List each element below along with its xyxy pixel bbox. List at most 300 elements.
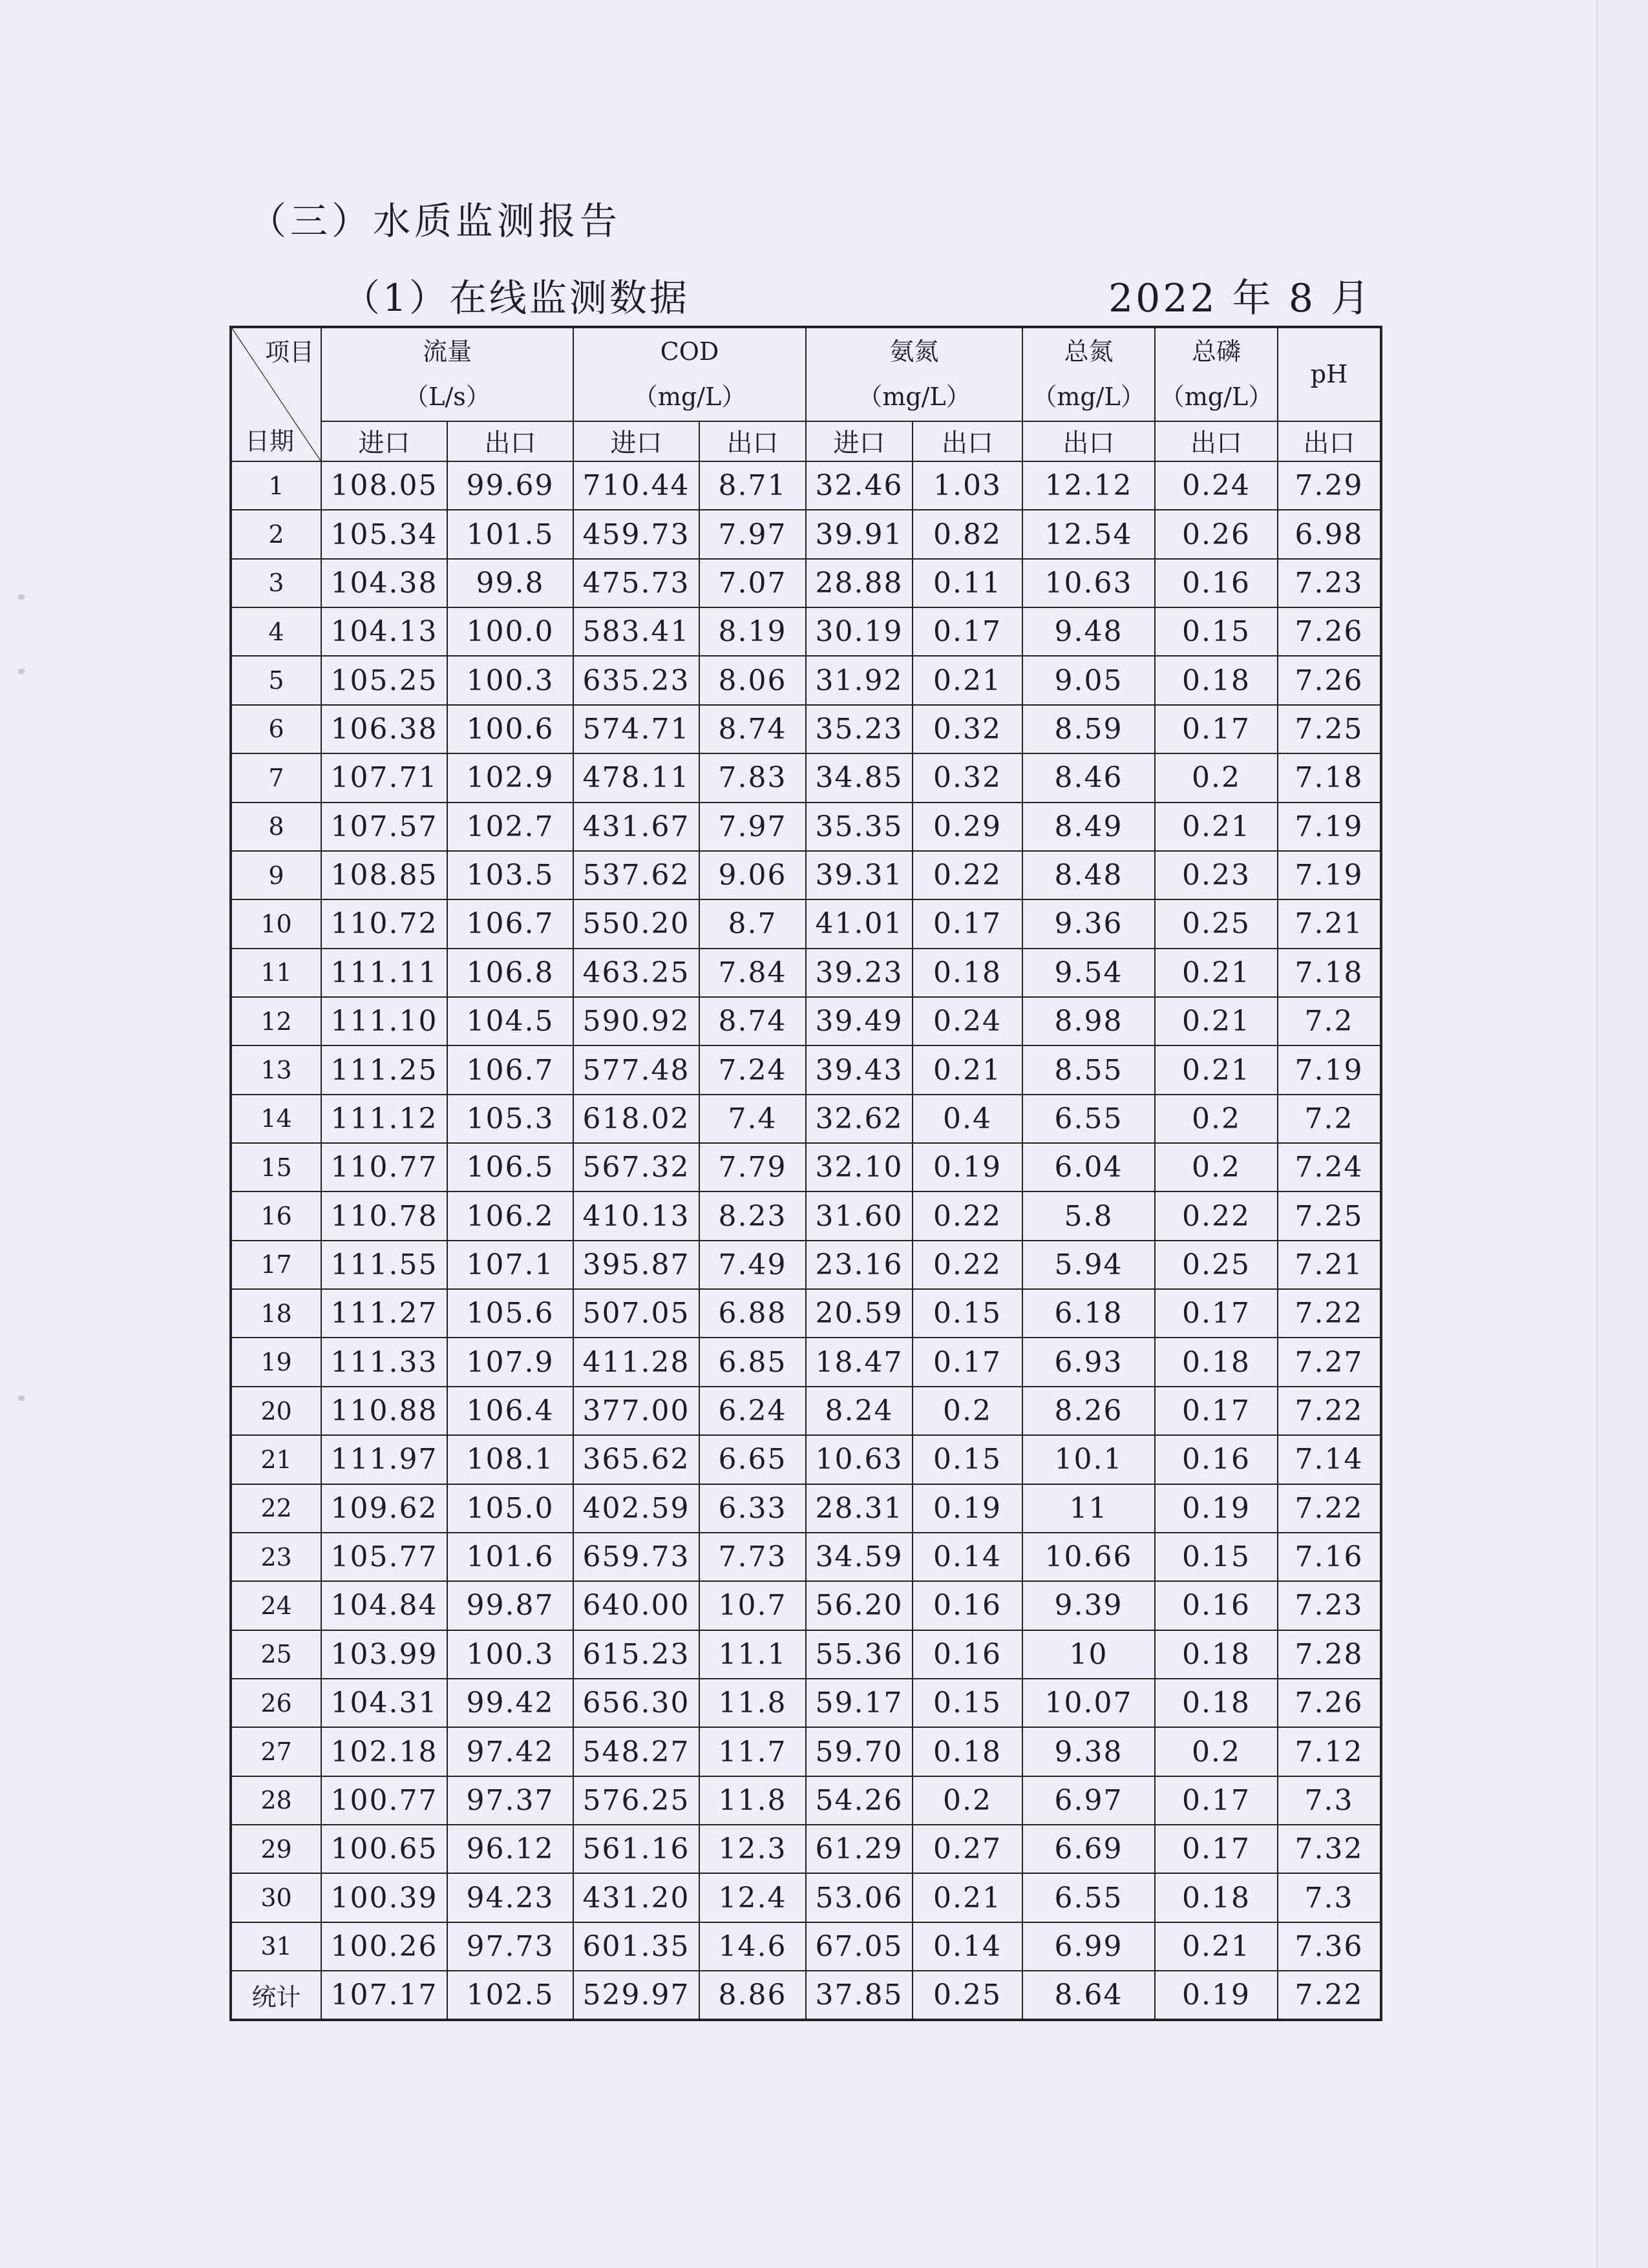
value-cell: 7.36 (1278, 1922, 1381, 1971)
subheader-cell: 进口 (806, 421, 913, 461)
value-cell: 28.31 (806, 1484, 913, 1533)
header-row-groups (231, 327, 1381, 421)
section-heading: （三）水质监测报告 (249, 199, 622, 243)
value-cell: 8.86 (699, 1971, 806, 2020)
value-cell: 9.54 (1022, 949, 1155, 997)
value-cell: 111.55 (321, 1241, 447, 1289)
value-cell: 463.25 (573, 949, 699, 997)
day-cell: 4 (231, 607, 321, 656)
value-cell: 35.23 (806, 705, 913, 753)
value-cell: 9.38 (1022, 1727, 1155, 1776)
value-cell: 577.48 (573, 1045, 699, 1094)
value-cell: 108.05 (321, 461, 447, 510)
value-cell: 6.69 (1022, 1825, 1155, 1873)
value-cell: 102.18 (321, 1727, 447, 1776)
value-cell: 431.20 (573, 1873, 699, 1922)
value-cell: 410.13 (573, 1192, 699, 1240)
group-name: 流量 (423, 337, 472, 366)
value-cell: 101.5 (447, 510, 573, 558)
day-cell: 3 (231, 559, 321, 607)
value-cell: 110.78 (321, 1192, 447, 1240)
value-cell: 0.16 (1155, 559, 1278, 607)
table-row (231, 1435, 1381, 1484)
value-cell: 7.73 (699, 1533, 806, 1581)
value-cell: 103.5 (447, 851, 573, 899)
day-cell: 1 (231, 461, 321, 510)
value-cell: 7.97 (699, 803, 806, 851)
value-cell: 0.18 (1155, 1873, 1278, 1922)
value-cell: 105.6 (447, 1289, 573, 1338)
value-cell: 402.59 (573, 1484, 699, 1533)
value-cell: 39.49 (806, 997, 913, 1045)
value-cell: 103.99 (321, 1630, 447, 1679)
value-cell: 0.32 (913, 753, 1022, 802)
value-cell: 7.22 (1278, 1484, 1381, 1533)
value-cell: 8.19 (699, 607, 806, 656)
value-cell: 8.98 (1022, 997, 1155, 1045)
value-cell: 7.23 (1278, 559, 1381, 607)
group-name: 总磷 (1192, 337, 1241, 366)
value-cell: 0.21 (1155, 997, 1278, 1045)
value-cell: 7.18 (1278, 753, 1381, 802)
value-cell: 6.88 (699, 1289, 806, 1338)
value-cell: 431.67 (573, 803, 699, 851)
value-cell: 7.21 (1278, 899, 1381, 948)
value-cell: 31.92 (806, 656, 913, 704)
value-cell: 32.46 (806, 461, 913, 510)
table-row (231, 1289, 1381, 1338)
table-row (231, 1338, 1381, 1386)
value-cell: 7.19 (1278, 803, 1381, 851)
value-cell: 5.94 (1022, 1241, 1155, 1289)
value-cell: 8.49 (1022, 803, 1155, 851)
value-cell: 30.19 (806, 607, 913, 656)
value-cell: 41.01 (806, 899, 913, 948)
value-cell: 590.92 (573, 997, 699, 1045)
value-cell: 96.12 (447, 1825, 573, 1873)
value-cell: 105.25 (321, 656, 447, 704)
day-cell: 11 (231, 949, 321, 997)
value-cell: 59.17 (806, 1679, 913, 1727)
value-cell: 7.23 (1278, 1581, 1381, 1630)
value-cell: 7.21 (1278, 1241, 1381, 1289)
table-row (231, 1922, 1381, 1971)
group-name: pH (1310, 360, 1348, 389)
value-cell: 0.19 (1155, 1484, 1278, 1533)
value-cell: 7.49 (699, 1241, 806, 1289)
value-cell: 7.12 (1278, 1727, 1381, 1776)
value-cell: 106.5 (447, 1143, 573, 1192)
value-cell: 107.1 (447, 1241, 573, 1289)
subheader-cell: 出口 (1022, 421, 1155, 461)
value-cell: 99.69 (447, 461, 573, 510)
report-date: 2022 年 8 月 (1108, 276, 1373, 321)
value-cell: 0.24 (913, 997, 1022, 1045)
value-cell: 10 (1022, 1630, 1155, 1679)
value-cell: 12.54 (1022, 510, 1155, 558)
value-cell: 7.22 (1278, 1387, 1381, 1435)
day-cell: 23 (231, 1533, 321, 1581)
value-cell: 0.21 (1155, 949, 1278, 997)
summary-row (231, 1971, 1381, 2020)
value-cell: 0.29 (913, 803, 1022, 851)
group-unit: （mg/L） (858, 383, 971, 412)
value-cell: 0.15 (913, 1679, 1022, 1727)
value-cell: 548.27 (573, 1727, 699, 1776)
value-cell: 7.26 (1278, 1679, 1381, 1727)
day-cell: 13 (231, 1045, 321, 1094)
value-cell: 0.18 (913, 949, 1022, 997)
table-row (231, 1825, 1381, 1873)
value-cell: 0.32 (913, 705, 1022, 753)
corner-label-item: 项目 (264, 338, 314, 366)
value-cell: 640.00 (573, 1581, 699, 1630)
day-cell: 9 (231, 851, 321, 899)
value-cell: 7.84 (699, 949, 806, 997)
value-cell: 111.12 (321, 1095, 447, 1143)
day-cell: 24 (231, 1581, 321, 1630)
value-cell: 0.19 (913, 1143, 1022, 1192)
value-cell: 111.33 (321, 1338, 447, 1386)
header-group-cod (573, 327, 806, 421)
value-cell: 0.23 (1155, 851, 1278, 899)
value-cell: 111.10 (321, 997, 447, 1045)
day-cell: 31 (231, 1922, 321, 1971)
table-row (231, 1581, 1381, 1630)
value-cell: 576.25 (573, 1776, 699, 1825)
value-cell: 53.06 (806, 1873, 913, 1922)
value-cell: 7.2 (1278, 1095, 1381, 1143)
table-row (231, 803, 1381, 851)
value-cell: 0.82 (913, 510, 1022, 558)
punch-hole-mark (18, 669, 25, 674)
value-cell: 377.00 (573, 1387, 699, 1435)
value-cell: 7.22 (1278, 1971, 1381, 2020)
value-cell: 32.10 (806, 1143, 913, 1192)
value-cell: 7.24 (699, 1045, 806, 1094)
value-cell: 28.88 (806, 559, 913, 607)
value-cell: 7.18 (1278, 949, 1381, 997)
value-cell: 102.7 (447, 803, 573, 851)
value-cell: 8.74 (699, 997, 806, 1045)
table-row (231, 949, 1381, 997)
value-cell: 110.88 (321, 1387, 447, 1435)
value-cell: 0.11 (913, 559, 1022, 607)
day-cell: 20 (231, 1387, 321, 1435)
value-cell: 107.17 (321, 1971, 447, 2020)
value-cell: 8.59 (1022, 705, 1155, 753)
value-cell: 7.2 (1278, 997, 1381, 1045)
value-cell: 100.3 (447, 656, 573, 704)
day-cell: 27 (231, 1727, 321, 1776)
table-row (231, 1776, 1381, 1825)
value-cell: 0.2 (913, 1776, 1022, 1825)
value-cell: 108.85 (321, 851, 447, 899)
value-cell: 0.2 (1155, 1095, 1278, 1143)
value-cell: 7.79 (699, 1143, 806, 1192)
day-cell: 8 (231, 803, 321, 851)
value-cell: 0.18 (1155, 1338, 1278, 1386)
value-cell: 111.11 (321, 949, 447, 997)
value-cell: 9.06 (699, 851, 806, 899)
value-cell: 550.20 (573, 899, 699, 948)
table-row (231, 559, 1381, 607)
value-cell: 0.21 (913, 656, 1022, 704)
value-cell: 7.27 (1278, 1338, 1381, 1386)
value-cell: 12.4 (699, 1873, 806, 1922)
value-cell: 0.24 (1155, 461, 1278, 510)
value-cell: 39.31 (806, 851, 913, 899)
value-cell: 0.25 (1155, 899, 1278, 948)
value-cell: 10.66 (1022, 1533, 1155, 1581)
value-cell: 7.97 (699, 510, 806, 558)
value-cell: 9.36 (1022, 899, 1155, 948)
day-cell: 5 (231, 656, 321, 704)
value-cell: 8.55 (1022, 1045, 1155, 1094)
value-cell: 111.25 (321, 1045, 447, 1094)
table-row (231, 851, 1381, 899)
value-cell: 7.83 (699, 753, 806, 802)
day-cell: 10 (231, 899, 321, 948)
day-cell: 18 (231, 1289, 321, 1338)
value-cell: 8.71 (699, 461, 806, 510)
value-cell: 109.62 (321, 1484, 447, 1533)
value-cell: 7.4 (699, 1095, 806, 1143)
header-group-ammonia (806, 327, 1022, 421)
value-cell: 8.24 (806, 1387, 913, 1435)
value-cell: 6.18 (1022, 1289, 1155, 1338)
value-cell: 6.04 (1022, 1143, 1155, 1192)
subheader-cell: 进口 (573, 421, 699, 461)
corner-header-cell (231, 327, 321, 461)
table-row (231, 997, 1381, 1045)
value-cell: 6.85 (699, 1338, 806, 1386)
day-cell: 16 (231, 1192, 321, 1240)
value-cell: 7.26 (1278, 607, 1381, 656)
value-cell: 10.07 (1022, 1679, 1155, 1727)
table-row (231, 1192, 1381, 1240)
value-cell: 99.8 (447, 559, 573, 607)
group-unit: （mg/L） (1032, 383, 1145, 412)
value-cell: 9.39 (1022, 1581, 1155, 1630)
header-group-flow (321, 327, 573, 421)
value-cell: 0.18 (913, 1727, 1022, 1776)
value-cell: 31.60 (806, 1192, 913, 1240)
table-row (231, 607, 1381, 656)
value-cell: 102.5 (447, 1971, 573, 2020)
value-cell: 0.18 (1155, 1679, 1278, 1727)
value-cell: 0.21 (913, 1045, 1022, 1094)
value-cell: 104.5 (447, 997, 573, 1045)
value-cell: 105.0 (447, 1484, 573, 1533)
value-cell: 6.24 (699, 1387, 806, 1435)
value-cell: 0.21 (1155, 1045, 1278, 1094)
value-cell: 7.25 (1278, 705, 1381, 753)
value-cell: 411.28 (573, 1338, 699, 1386)
header-group-total-nitrogen (1022, 327, 1155, 421)
value-cell: 574.71 (573, 705, 699, 753)
value-cell: 583.41 (573, 607, 699, 656)
value-cell: 14.6 (699, 1922, 806, 1971)
value-cell: 6.93 (1022, 1338, 1155, 1386)
value-cell: 99.87 (447, 1581, 573, 1630)
value-cell: 106.8 (447, 949, 573, 997)
value-cell: 11.8 (699, 1776, 806, 1825)
value-cell: 656.30 (573, 1679, 699, 1727)
subheader-cell: 出口 (1155, 421, 1278, 461)
value-cell: 10.63 (806, 1435, 913, 1484)
value-cell: 100.65 (321, 1825, 447, 1873)
value-cell: 0.14 (913, 1922, 1022, 1971)
day-cell: 28 (231, 1776, 321, 1825)
value-cell: 0.19 (913, 1484, 1022, 1533)
value-cell: 105.77 (321, 1533, 447, 1581)
value-cell: 56.20 (806, 1581, 913, 1630)
value-cell: 0.18 (1155, 1630, 1278, 1679)
value-cell: 7.24 (1278, 1143, 1381, 1192)
value-cell: 0.27 (913, 1825, 1022, 1873)
value-cell: 7.16 (1278, 1533, 1381, 1581)
day-cell: 21 (231, 1435, 321, 1484)
value-cell: 108.1 (447, 1435, 573, 1484)
value-cell: 10.1 (1022, 1435, 1155, 1484)
day-cell: 6 (231, 705, 321, 753)
group-name: COD (660, 337, 719, 366)
value-cell: 6.33 (699, 1484, 806, 1533)
subheader-cell: 出口 (913, 421, 1022, 461)
day-cell: 15 (231, 1143, 321, 1192)
value-cell: 107.9 (447, 1338, 573, 1386)
value-cell: 97.37 (447, 1776, 573, 1825)
value-cell: 365.62 (573, 1435, 699, 1484)
value-cell: 39.23 (806, 949, 913, 997)
value-cell: 0.2 (1155, 1143, 1278, 1192)
value-cell: 0.15 (913, 1435, 1022, 1484)
table-row (231, 510, 1381, 558)
day-cell: 30 (231, 1873, 321, 1922)
value-cell: 0.22 (913, 851, 1022, 899)
subheader-cell: 出口 (1278, 421, 1381, 461)
value-cell: 0.18 (1155, 656, 1278, 704)
value-cell: 0.2 (1155, 1727, 1278, 1776)
value-cell: 7.14 (1278, 1435, 1381, 1484)
table-row (231, 461, 1381, 510)
value-cell: 0.4 (913, 1095, 1022, 1143)
value-cell: 104.38 (321, 559, 447, 607)
value-cell: 5.8 (1022, 1192, 1155, 1240)
value-cell: 111.27 (321, 1289, 447, 1338)
value-cell: 0.17 (1155, 1825, 1278, 1873)
value-cell: 99.42 (447, 1679, 573, 1727)
value-cell: 9.05 (1022, 656, 1155, 704)
value-cell: 478.11 (573, 753, 699, 802)
value-cell: 35.35 (806, 803, 913, 851)
value-cell: 0.15 (1155, 1533, 1278, 1581)
value-cell: 659.73 (573, 1533, 699, 1581)
value-cell: 0.22 (913, 1192, 1022, 1240)
value-cell: 12.3 (699, 1825, 806, 1873)
value-cell: 0.16 (1155, 1435, 1278, 1484)
value-cell: 7.3 (1278, 1873, 1381, 1922)
table-row (231, 899, 1381, 948)
value-cell: 567.32 (573, 1143, 699, 1192)
value-cell: 0.16 (913, 1630, 1022, 1679)
table-row (231, 753, 1381, 802)
table-row (231, 1873, 1381, 1922)
day-cell: 19 (231, 1338, 321, 1386)
value-cell: 1.03 (913, 461, 1022, 510)
value-cell: 0.17 (1155, 1776, 1278, 1825)
value-cell: 8.64 (1022, 1971, 1155, 2020)
day-cell: 2 (231, 510, 321, 558)
value-cell: 0.22 (1155, 1192, 1278, 1240)
value-cell: 7.22 (1278, 1289, 1381, 1338)
value-cell: 507.05 (573, 1289, 699, 1338)
value-cell: 100.77 (321, 1776, 447, 1825)
value-cell: 94.23 (447, 1873, 573, 1922)
value-cell: 0.17 (913, 899, 1022, 948)
value-cell: 7.19 (1278, 851, 1381, 899)
value-cell: 54.26 (806, 1776, 913, 1825)
value-cell: 0.22 (913, 1241, 1022, 1289)
header-group-total-phosphorus (1155, 327, 1278, 421)
value-cell: 106.4 (447, 1387, 573, 1435)
value-cell: 7.26 (1278, 656, 1381, 704)
value-cell: 111.97 (321, 1435, 447, 1484)
value-cell: 0.17 (913, 607, 1022, 656)
value-cell: 97.73 (447, 1922, 573, 1971)
day-cell: 22 (231, 1484, 321, 1533)
value-cell: 11.7 (699, 1727, 806, 1776)
value-cell: 8.06 (699, 656, 806, 704)
value-cell: 710.44 (573, 461, 699, 510)
punch-hole-mark (18, 1396, 25, 1401)
subheader-cell: 出口 (699, 421, 806, 461)
value-cell: 0.26 (1155, 510, 1278, 558)
value-cell: 6.98 (1278, 510, 1381, 558)
group-unit: （mg/L） (1159, 383, 1273, 412)
value-cell: 106.2 (447, 1192, 573, 1240)
value-cell: 0.17 (1155, 1289, 1278, 1338)
value-cell: 0.19 (1155, 1971, 1278, 2020)
value-cell: 8.23 (699, 1192, 806, 1240)
table-row (231, 1095, 1381, 1143)
header-row-subheaders (231, 421, 1381, 461)
value-cell: 8.46 (1022, 753, 1155, 802)
subheader-cell: 出口 (447, 421, 573, 461)
table-row (231, 1045, 1381, 1094)
value-cell: 97.42 (447, 1727, 573, 1776)
value-cell: 529.97 (573, 1971, 699, 2020)
value-cell: 8.26 (1022, 1387, 1155, 1435)
day-cell: 26 (231, 1679, 321, 1727)
subheader-cell: 进口 (321, 421, 447, 461)
value-cell: 11.1 (699, 1630, 806, 1679)
value-cell: 7.32 (1278, 1825, 1381, 1873)
table-row (231, 1679, 1381, 1727)
value-cell: 8.48 (1022, 851, 1155, 899)
value-cell: 102.9 (447, 753, 573, 802)
value-cell: 0.16 (913, 1581, 1022, 1630)
table-row (231, 705, 1381, 753)
value-cell: 10.7 (699, 1581, 806, 1630)
group-name: 氨氮 (889, 337, 939, 366)
value-cell: 8.7 (699, 899, 806, 948)
value-cell: 0.15 (913, 1289, 1022, 1338)
value-cell: 459.73 (573, 510, 699, 558)
value-cell: 0.21 (1155, 803, 1278, 851)
table-row (231, 1630, 1381, 1679)
